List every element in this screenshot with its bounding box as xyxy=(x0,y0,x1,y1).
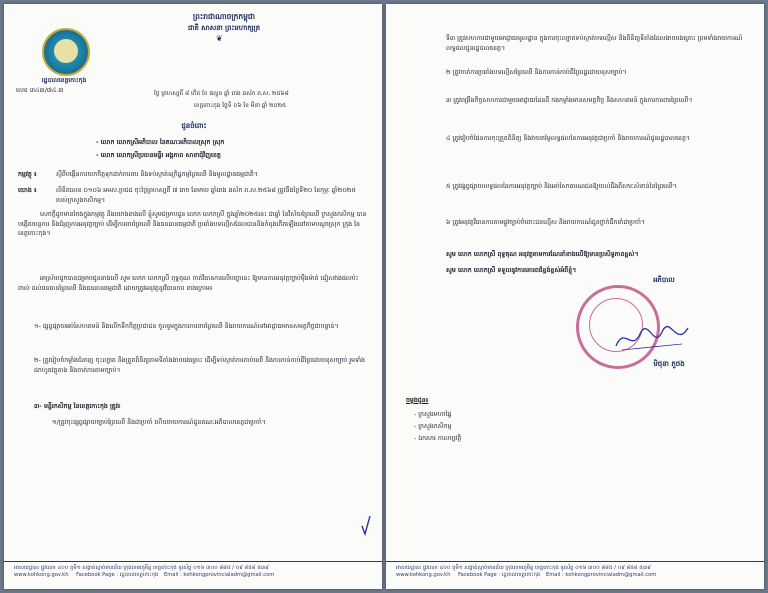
recipient-line: - លោក លោកស្រីប្រធានមន្ទីរ អង្គភាព សាខាជុំវិញខេត្ត xyxy=(96,152,221,159)
cc-label: ចម្លងជូន៖ xyxy=(406,397,429,404)
cc-recipient: - ក្រសួងកសិកម្ម xyxy=(414,423,452,430)
footer-email-label: Email : xyxy=(545,572,564,578)
closing-paragraph: សូម លោក លោកស្រី ទទួលនូវការគោរពដ៏ខ្ពង់ខ្ពស់អំពីខ្ញុំ។ xyxy=(446,267,577,274)
closing-paragraph: សូម លោក លោកស្រី ពុទ្ធគុណ អនុវត្តតាមការណែនាំខាងលើឱ្យមានប្រសិទ្ធភាពខ្ពស់។ xyxy=(446,251,639,258)
kingdom-heading: ព្រះរាជាណាចក្រកម្ពុជា xyxy=(192,12,256,21)
instruction-point: ៥ ត្រូវផ្សព្វផ្សាយលទ្ធផលនៃការអនុវត្តច្បាប់ និងអប់រំសាធារណជនឱ្យយល់ដឹងពីសារៈសំខាន់នៃព្រៃឈើ។ xyxy=(446,183,677,190)
lunar-date: ថ្ងៃ ព្រហស្បតិ៍ ៨ កើត ខែ ផល្គុន ឆ្នាំ រោង ឆស័ក ព.ស. ២៥៦៨ xyxy=(154,91,289,97)
letter-footer xyxy=(386,561,764,579)
instruction-point: ៣ ត្រូវពង្រឹងកិច្ចសហការជាមួយអាជ្ញាធរដែនដី កងកម្លាំងមានសមត្ថកិច្ច និងសហគមន៍ ក្នុងការការពារព្រៃឈើ។ xyxy=(446,97,693,104)
national-motto: ជាតិ សាសនា ព្រះមហាក្សត្រ xyxy=(187,24,261,32)
decorative-divider-icon: ❦ xyxy=(216,34,223,43)
solar-date: ខេត្តកោះកុង ថ្ងៃទី ០៦ ខែ មីនា ឆ្នាំ ២០២៥ xyxy=(194,103,287,109)
provincial-seal-icon xyxy=(42,28,90,76)
handwritten-check-mark-icon xyxy=(361,514,371,536)
footer-website-link[interactable]: www.kohkong.gov.kh xyxy=(396,572,451,578)
subject-text: ស្តីពីបង្កើនការយកចិត្តទុកដាក់ការពារ និងទប់ស្កាត់ឧក្រិដ្ឋកម្មព្រៃឈើ និងមូលដ្ឋានធម្មជាតិ។ xyxy=(56,171,258,178)
footer-facebook-label: Facebook Page : xyxy=(76,572,119,578)
letter-page-1 xyxy=(4,4,382,589)
reference-label: យោង ៖ xyxy=(18,187,37,194)
footer-facebook-label: Facebook Page : xyxy=(458,572,501,578)
footer-facebook-page: រដ្ឋបាលខេត្តកោះកុង xyxy=(501,572,541,578)
reference-number: លេខ ៣៤៣/៧៤.៣ xyxy=(16,87,64,94)
footer-email-link[interactable]: kohkongprovincialadm@gmail.com xyxy=(565,572,657,578)
footer-address: អាសយដ្ឋាន៖ ផ្លូវលេខ ៤០០ ភូមិ១ សង្កាត់ស្មាច់មានជ័យ ក្រុងខេមរភូមិន្ទ ខេត្តកោះកុង ទូរស័ព្ទ ០១៦ ៣០០ ៨៨៥ / ០៩ ៨៥៨ ៥៣៩ xyxy=(14,565,269,571)
cc-recipient: - ឯកសារ កាលប្បវត្តិ xyxy=(414,435,462,442)
instruction-point: ២ ត្រូវចាត់ការប្រឆាំងបទល្មើសព្រៃឈើ និងការកាន់កាប់ដីព្រៃរដ្ឋដោយខុសច្បាប់។ xyxy=(446,69,627,76)
subject-label: កម្មវត្ថុ ៖ xyxy=(18,171,37,178)
footer-facebook-page: រដ្ឋបាលខេត្តកោះកុង xyxy=(119,572,159,578)
instruction-point: ៦ ត្រូវអនុវត្តវិធានការតាមផ្លូវច្បាប់ចំពោះជនល្មើស និងរាយការណ៍ជូនថ្នាក់ដឹកនាំជាប្រចាំ។ xyxy=(446,219,645,226)
reference-text: លិខិតលេខ ០១០៦ អមស.ប្រជជ ចុះថ្ងៃព្រហស្បតិ៍ ៧ រោច ខែមាឃ ឆ្នាំរោង ឆស័ក ព.ស.២៥៦៨ ត្រូវនឹងថ្ងៃទី២០ ខែកុម្ភៈ ឆ្នាំ២០២៥ របស់ក្រសួងកសិកម្ម។ xyxy=(56,187,356,204)
issuing-authority: រដ្ឋបាលខេត្តកោះកុង xyxy=(41,77,87,84)
instruction-item: ១- ផ្សព្វផ្សាយអប់រំសហគមន៍ និងលើកទឹកចិត្តប្រជាជន ចូលរួមក្នុងការការពារព្រៃឈើ និងរាយការណ៍ទៅអាជ្ញាធរមានសមត្ថកិច្ចជាបន្ទាន់។ xyxy=(34,323,339,330)
footer-address: អាសយដ្ឋាន៖ ផ្លូវលេខ ៤០០ ភូមិ១ សង្កាត់ស្មាច់មានជ័យ ក្រុងខេមរភូមិន្ទ ខេត្តកោះកុង ទូរស័ព្ទ ០១៦ ៣០០ ៨៨៥ / ០៩ ៨៥៨ ៥៣៩ xyxy=(396,565,651,571)
signer-name: មិថុនា ភួថង xyxy=(653,360,685,368)
footer-email-link[interactable]: kohkongprovincialadm@gmail.com xyxy=(183,572,275,578)
addressee-heading: ជូនចំពោះ xyxy=(181,122,207,130)
instruction-item: ៣- មន្ទីរកសិកម្ម នៃខេត្តកោះកុង ត្រូវ៖ xyxy=(34,403,121,410)
body-paragraph: សេចក្តីដូចមានចែងក្នុងកម្មវត្ថុ និងយោងខាងលើ ខ្ញុំសូមជម្រាបជូន លោក លោកស្រី ក្នុងឆ្នាំ២០២៥នេះ ជាឆ្នាំ នៃវិស័យព្រៃឈើ ក្រសួងកសិកម្ម បានបង្កើតយន្តការ និងជំរុញការអនុវត្តច្បាប់ ដើម្បីការពារព្រៃឈើ និងធនធានធម្មជាតិ ប្រឆាំងបទល្មើសដែលបាននិងកំពុងកើតឡើងនៅតាមបណ្តាស្រុក ក្រុង នៃខេត្តកោះកុង។ xyxy=(18,211,367,238)
recipient-line: - លោក លោកស្រីអភិបាល នៃគណៈអភិបាលស្រុក ស្រុក xyxy=(96,139,225,146)
footer-website-link[interactable]: www.kohkong.gov.kh xyxy=(14,572,69,578)
instruction-point: ទី៣ ត្រូវសហការជាមួយអាជ្ញាធរមូលដ្ឋាន ក្នុងការចុះល្បាតទប់ស្កាត់បទល្មើស និងពិនិត្យទីតាំងដែលងាយរងគ្រោះ ព្រមទាំងរាយការណ៍លទ្ធផលជូនរដ្ឋបាលខេត្ត។ xyxy=(446,35,743,52)
signature-icon xyxy=(612,322,692,356)
letter-footer xyxy=(4,561,382,579)
instruction-subitem: ១/ត្រូវចុះផ្សព្វផ្សាយច្បាប់ព្រៃឈើ និងជាប្រចាំ ហើយរាយការណ៍ជូនគណៈអភិបាលខេត្តជាប្រចាំ។ xyxy=(52,419,266,426)
body-paragraph: អាស្រ័យដូចបានជម្រាបជូនខាងលើ សូម លោក លោកស្រី ពុទ្ធគុណ ចាត់វិធានការលើបញ្ហានេះ ឱ្យមានការអនុវត្តច្បាប់ម៉ឺងម៉ាត់ ជៀសវាងផលប៉ះពាល់ ដល់ធនធានព្រៃឈើ និងធនធានធម្មជាតិ ដោយត្រូវអនុវត្តនូវវិធានការ ខាងក្រោម៖ xyxy=(18,275,359,292)
cc-recipient: - ក្រសួងមហាផ្ទៃ xyxy=(414,411,452,418)
instruction-point: ៤ ត្រូវរៀបចំផែនការចុះត្រួតពិនិត្យ និងវាយតម្លៃលទ្ធផលនៃការអនុវត្តជាប្រចាំ និងរាយការណ៍ជូនរដ្ឋបាលខេត្ត។ xyxy=(446,135,690,142)
footer-email-label: Email : xyxy=(163,572,182,578)
letter-page-2 xyxy=(386,4,764,589)
instruction-item: ២- ត្រូវរៀបចំកម្លាំងជំនាញ ចុះល្បាត និងត្រួតពិនិត្យតាមទីតាំងងាយរងគ្រោះ ដើម្បីទប់ស្កាត់ការកាប់ឈើ និងការកាន់កាប់ដីព្រៃដោយខុសច្បាប់ រួមទាំងដកហូតវត្ថុតាង និងចាត់ការតាមច្បាប់។ xyxy=(34,357,365,374)
signer-title: អភិបាល xyxy=(653,276,675,284)
